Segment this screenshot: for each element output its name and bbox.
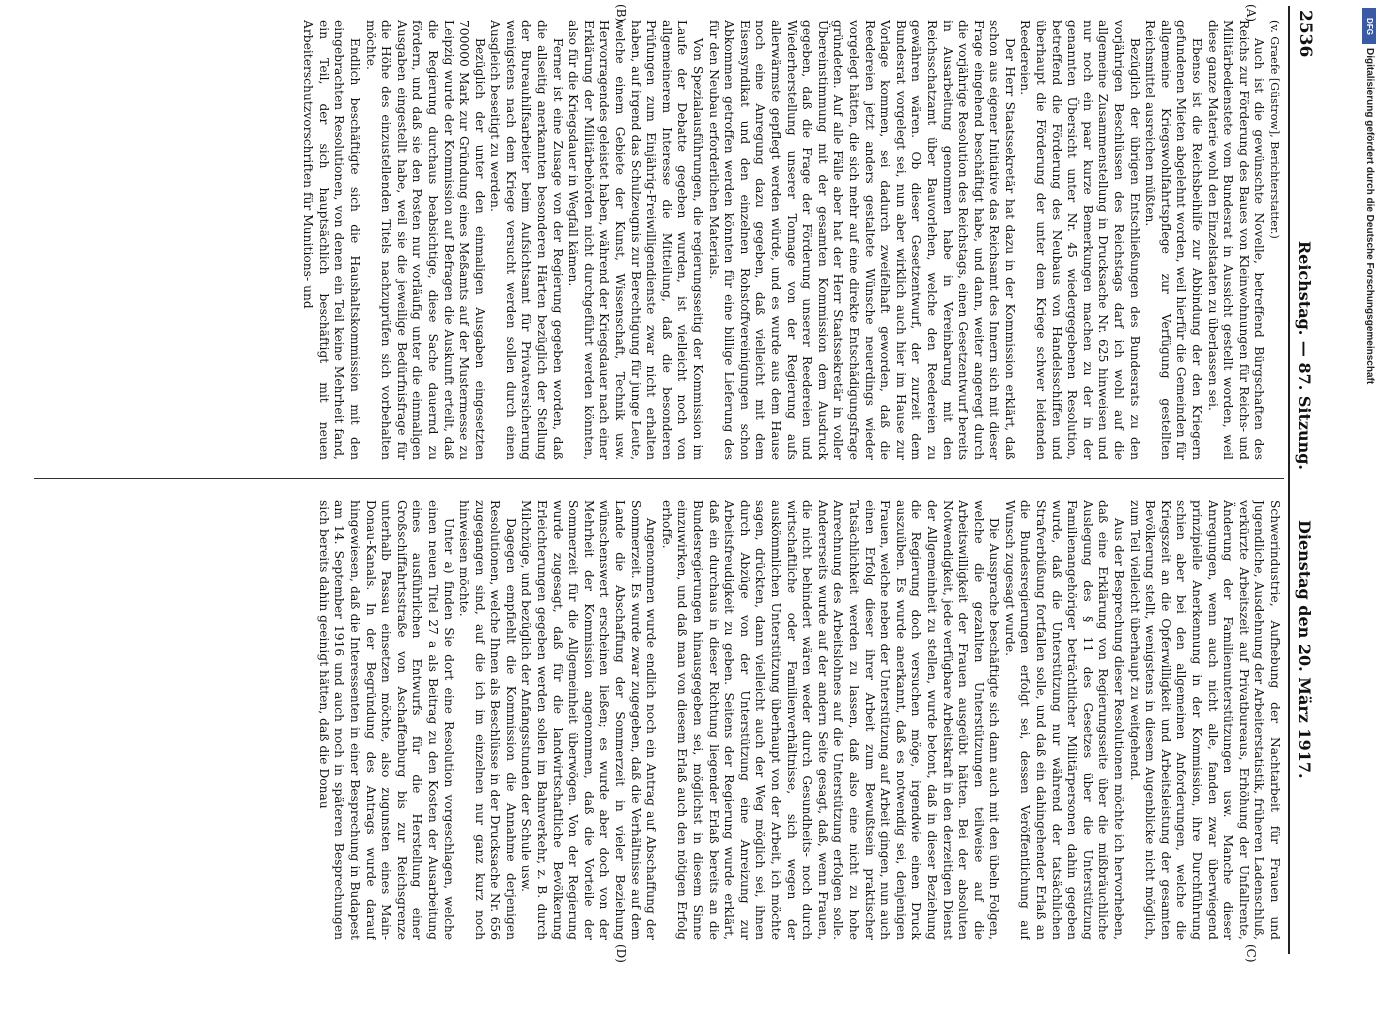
column-divider [34,478,1284,479]
text-column-left [32,20,1282,460]
paragraph: Bezüglich der unter den einmaligen Ausgaben eingesetzten 700000 Mark zur Gründung eines Meßamts auf der Mustermesse zu Leipzig wurde der Kommission auf Befragen die Auskunft erteilt, daß die Regierung durchaus beabsichtige, diese Sache dauernd zu fördern, und daß sie den Posten nur vorläufig unter die einmaligen Ausgaben eingestellt habe, weil sie die jeweilige Bedürfnisfrage für die Höhe des einzustellenden Titels nachzuprüfen sich vorbehalten möchte. [363,20,487,460]
paragraph: Ebenso ist die Reichsbeihilfe zur Abbindung der den Kriegern gefundenen Mieten abgelehnt worden, weil hierfür die Gemeinden für allgemeine Kriegswohlfahrtspflege zur Verfügung gestellten Reichsmittel ausreichen müßten. [1143,20,1205,460]
paragraph: Die Aussprache beschäftigte sich dann auch mit den übeln Folgen, welche die gezahlten Unterstützungen teilweise auf die Arbeitswilligkeit der Frauen ausgeübt hätten. Bei der absoluten Notwendigkeit, jede verfügbare Arbeitskraft in den derzeitigen Dienst der Allgemeinheit zu stellen, wurde betont, daß in dieser Beziehung die Regierung doch versuchen möge, irgendwie einen Druck auszuüben. Es wurde anerkannt, daß es notwendig sei, denjenigen Frauen, welche neben der Unterstützung auf Arbeit gingen, nun auch einen Erfolg dieser ihrer Arbeit zum Bewußtsein praktischer Tatsächlichkeit werden zu lassen, daß also eine nicht zu hohe Anrechnung des Arbeitslohnes auf die Unterstützung erfolgen solle. Andererseits wurde auf der andern Seite gesagt, daß, wenn Frauen, die nicht behindert wären weder durch Gesundheits- noch durch wirtschaftliche oder Familienverhältnisse, sich wegen der auskömmlichen Unterstützung überhaupt von der Arbeit, ich möchte sagen, drückten, dann vielleicht auch der Weg möglich sei, ihnen durch Abzüge von der Unterstützung eine Anreizung zur Arbeitsfreudigkeit zu geben. Seitens der Regierung wurde erklärt, daß ein durchaus in dieser Richtung liegender Erlaß bereits an die Bundesregierungen hinausgegeben sei, möglichst in diesem Sinne einzuwirken, und daß man von diesem Erlaß auch den nötigen Erfolg erhoffe. [659,500,1002,940]
paragraph: Bezüglich der übrigen Entschließungen des Bundesrats zu den vorjährigen Beschlüssen des Reichstags darf ich wohl auf die allgemeine Zusammenstellung in Drucksache Nr. 625 hinweisen und nur noch ein paar kurze Bemerkungen machen zu der in der genannten Übersicht unter Nr. 45 wiedergegebenen Resolution, betreffend die Förderung des Neubaus von Handelsschiffen und überhaupt die Förderung der unter dem Kriege schwer leidenden Reedereien. [1018,20,1142,460]
paragraph: Der Herr Staatssekretär hat dazu in der Kommission erklärt, daß schon aus eigener Initiative das Reichsamt des Innern sich mit dieser Frage eingehend beschäftigt habe, und dann, weiter angeregt durch die vorjährige Resolution des Reichstags, einen Gesetzentwurf bereits in Ausarbeitung genommen habe in Vereinbarung mit den Reichsschatzamt über Bauvorlehen, welche den Reedereien zu gewähren wären. Ob dieser Gesetzentwurf, der zurzeit dem Bundesrat vorgelegt sei, nun aber wirklich auch hier im Hause zur Vorlage kommen, sei dadurch zweifelhaft geworden, daß die Reedereien jetzt anders gestaltete Wünsche neuerdings wieder vorgelegt hätten, die sich mehr auf eine direkte Entschädigungsfrage gründeten. Auf alle Fälle aber hat der Herr Staatssekretär in voller Übereinstimmung mit der gesamten Kommission dem Ausdruck gegeben, daß die Frage der Förderung unserer Reedereien und Wiederherstellung unserer Tonnage von der Regierung aufs allerwärmste gepflegt werden würde, und es wurde aus dem Hause noch eine Anregung dazu gegeben, daß vielleicht mit dem Eisensyndikat und den einzelnen Rohstoffvereinigungen schon Abkommen getroffen werden könnten für eine billige Lieferung des für den Neubau erforderlichen Materials. [706,20,1017,460]
paragraph: Aus der Besprechung dieser Resolutionen möchte ich hervorheben, daß eine Erklärung von Regierungsseite über die mißbräuchliche Auslegung des § 11 des Gesetzes über die Unterstützung Familienangehöriger beträchtlicher Militärpersonen dahin gegeben wurde, daß die Unterstützung nur während der tatsächlichen Strafverbüßung fortfallen solle, und daß ein dahingehender Erlaß an die Bundesregierungen erfolgt sei, dessen Veröffentlichung auf Wunsch zugesagt wurde. [1002,500,1127,940]
paragraph: Von Spezialausführungen, die regierungsseitig der Kommission im Laufe der Debatte gegeben wurden, ist vielleicht noch von allgemeinerem Interesse die Mitteilung, daß die besonderen Prüfungen zum Einjährig-Freiwilligendienste zwar nicht erhalten haben, auf irgend das Schulzeugnis zur Berechtigung für junge Leute, welche einem Gebiete der Kunst, Wissenschaft, Technik usw. Hervorragendes geleistet haben, während der Kriegsdauer nach einer Erklärung der Militärbehörden nicht durchgeführt werden könnten, also für die Kriegsdauer in Wegfall kämen. [566,20,706,460]
paragraph: Angenommen wurde endlich noch ein Antrag auf Abschaffung der Sommerzeit. Es wurde zwar zugegeben, daß die Verhältnisse auf dem Lande die Abschaffung der Sommerzeit in vieler Beziehung wünschenswert erscheinen ließen; es wurde aber doch von der Mehrheit der Kommission angenommen, daß die Vorteile der Sommerzeit für die Allgemeinheit überwögen. Von der Regierung wurde zugesagt, daß für die landwirtschaftliche Bevölkerung Erleichterungen gegeben werden sollen im Bahnverkehr, z. B. durch Milchzüge, und bezüglich der Anfangsstunden der Schule usw. [519,500,659,940]
dfg-logo: DFG [1362,8,1376,44]
header-rule [1288,6,1290,954]
paragraph: Auch ist die gewünschte Novelle, betreffend Bürgschaften des Reichs zur Förderung des Baues von Kleinwohnungen für Reichs- und Militärbedienstete vom Bundesrat in Aussicht gestellt worden, weil diese ganze Materie wohl den Einzelstaaten zu überlassen sei. [1205,20,1267,460]
margin-marker-c: (C) [1244,944,1258,963]
page-header [1292,0,1318,960]
speaker-line: (v. Graefe [Güstrow], Berichterstatter.) [1268,20,1281,239]
page-number: 2536 [1295,10,1315,58]
margin-marker-b: (B) [614,4,628,23]
watermark-text: Digitalisierung gefördert durch die Deutsche Forschungsgemeinschaft [1364,48,1375,385]
paragraph: Ferner ist eine Zusage von der Regierung gegeben worden, daß die allseitig anerkannten besonderen Härten bezüglich der Stellung der Bureauhilfsarbeiter beim Aufsichtsamt für Privatversicherung wenigstens nach dem Kriege versucht werden sollen durch einen Ausgleich beseitigt zu werden. [488,20,565,460]
paragraph: Unter a) finden Sie dort eine Resolution vorgeschlagen, welche einen neuen Titel 27 a als Beitrag zu den Kosten der Ausarbeitung eines ausführlichen Entwurfs für die Herstellung einer Großschiffahrtsstraße von Aschaffenburg bis zur Reichsgrenze unterhalb Passau einsetzen möchte, also zugunsten eines Main-Donau-Kanals. In der Begründung des Antrags wurde darauf hingewiesen, daß die Interessenten in einer Besprechung in Budapest am 14. September 1916 und auch noch in späteren Besprechungen sich bereits dahin geeinigt hätten, daß die Donau [316,500,456,940]
session-title: Reichstag. — 87. Sitzung. [1295,240,1315,470]
margin-marker-a: (A) [1244,4,1258,23]
paragraph: Dagegen empfiehlt die Kommission die Annahme derjenigen Resolutionen, welche Ihnen als Beschlüsse in der Drucksache Nr. 656 zugegangen sind, auf die ich im einzelnen nur ganz kurz noch hinweisen möchte. [457,500,518,940]
paragraph: Schwerindustrie, Aufhebung der Nachtarbeit für Frauen und Jugendliche, Ausdehnung der Arbeiterstatistik, früheren Ladenschluß, verkürzte Arbeitszeit auf Privatbureaus, Erhöhung der Unfallrente, Änderung der Familienunterstützungen usw. Manche dieser Anregungen, wenn auch nicht alle, fanden zwar überwiegend prinzipielle Anerkennung in der Kommission, ihre Durchführung schien aber bei den allgemeinen Anforderungen, welche die Kriegszeit an die Opferwilligkeit und Arbeitsleistung der gesamten Bevölkerung stellt, wenigstens in diesem Augenblicke nicht möglich, zum Teil vielleicht überhaupt zu weitgehend. [1127,500,1282,940]
session-date: Dienstag den 20. März 1917. [1295,520,1315,779]
paragraph: Endlich beschäftigte sich die Haushaltskommission mit den eingebrachten Resolutionen, von denen ein Teil keine Mehrheit fand, ein Teil, der sich hauptsächlich beschäftigt mit neuen Arbeiterschutzvorschriften für Munitions- und [301,20,362,460]
text-column-right [32,500,1282,940]
digitization-watermark [1362,8,1376,993]
margin-marker-d: (D) [614,944,628,963]
